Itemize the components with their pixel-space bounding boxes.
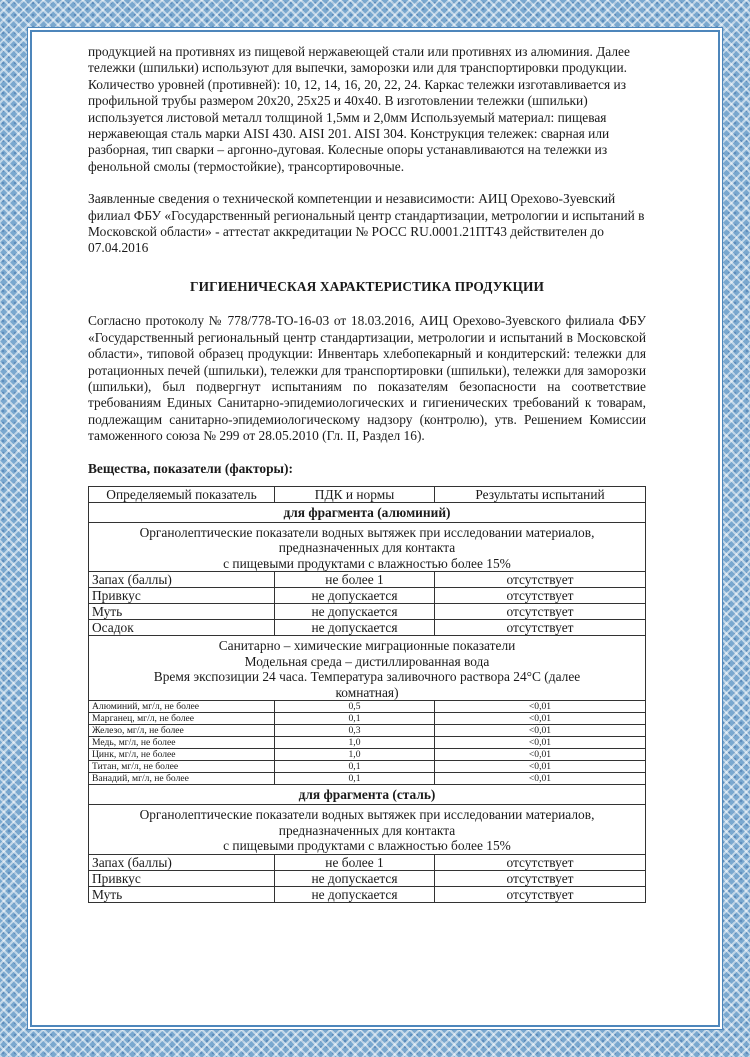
block-line: с пищевыми продуктами с влажностью более 15% <box>223 555 511 571</box>
section-steel: для фрагмента (сталь) <box>89 785 646 805</box>
row-name: Запах (баллы) <box>89 854 275 870</box>
row-norm: 1,0 <box>275 737 435 749</box>
table-row <box>89 749 646 761</box>
block-line: Санитарно – химические миграционные показатели <box>218 638 516 654</box>
row-name: Муть <box>89 604 275 620</box>
row-result: отсутствует <box>435 870 646 886</box>
table-header-row <box>89 486 646 502</box>
row-result: отсутствует <box>435 854 646 870</box>
header-norm: ПДК и нормы <box>275 486 435 502</box>
section-aluminum: для фрагмента (алюминий) <box>89 502 646 522</box>
organoleptic-block-steel <box>89 805 646 855</box>
block-line: предназначенных для контакта <box>278 822 456 838</box>
row-result: <0,01 <box>435 773 646 785</box>
test-results-table <box>88 486 646 903</box>
row-name: Запах (баллы) <box>89 572 275 588</box>
row-norm: 0,1 <box>275 713 435 725</box>
row-name: Железо, мг/л, не более <box>89 725 275 737</box>
intro-paragraph: продукцией на противнях из пищевой нержавеющей стали или противнях из алюминия. Далее тележки (шпильки) используют для выпечки, заморозки или для транспортировки продукции. Количество уровней (противней): 10, 12, 14, 16, 20, 22, 24. Каркас тележки изготавливается из профильной трубы размером 20х20, 25х25 и 40х40. В изготовлении тележки (шпильки) используется листовой металл толщиной 1,5мм и 2,0мм Используемый материал: пищевая нержавеющая сталь марки AISI 430. AISI 201. AISI 304. Конструкция тележек: сварная или разборная, тип сварки – аргонно-дуговая. Колесные опоры устанавливаются на тележки из фенольной смолы (термостойкие), трансортировочные. <box>88 44 630 174</box>
row-result: отсутствует <box>435 620 646 636</box>
row-name: Привкус <box>89 588 275 604</box>
block-line: с пищевыми продуктами с влажностью более 15% <box>223 838 511 854</box>
block-line: предназначенных для контакта <box>278 540 456 556</box>
row-name: Титан, мг/л, не более <box>89 761 275 773</box>
section-heading: ГИГИЕНИЧЕСКАЯ ХАРАКТЕРИСТИКА ПРОДУКЦИИ <box>189 278 545 294</box>
row-norm: 0,1 <box>275 773 435 785</box>
document-body <box>88 44 646 903</box>
row-norm: не допускается <box>275 604 435 620</box>
table-row <box>89 620 646 636</box>
row-norm: 1,0 <box>275 749 435 761</box>
table-row <box>89 604 646 620</box>
row-result: отсутствует <box>435 886 646 902</box>
organoleptic-block-aluminum <box>89 522 646 572</box>
row-norm: не более 1 <box>275 854 435 870</box>
row-name: Ванадий, мг/л, не более <box>89 773 275 785</box>
row-name: Привкус <box>89 870 275 886</box>
block-line: Органолептические показатели водных вытяжек при исследовании материалов, <box>139 524 595 540</box>
row-result: <0,01 <box>435 749 646 761</box>
row-norm: не допускается <box>275 588 435 604</box>
row-name: Марганец, мг/л, не более <box>89 713 275 725</box>
table-row <box>89 572 646 588</box>
hygiene-paragraph: Согласно протоколу № 778/778-ТО-16-03 от 18.03.2016, АИЦ Орехово-Зуевского филиала ФБУ «Государственный региональный центр стандартизации, метрологии и испытаний в Московской области», типовой образец продукции: Инвентарь хлебопекарный и кондитерский: тележки для ротационных печей (шпильки), тележки для транспортировки (шпильки), тележки для заморозки (шпильки), был подвергнут испытаниям по показателям безопасности на соответствие требованиям Единых Санитарно-эпидемиологических и гигиенических требований к товарам, подлежащим санитарно-эпидемиологическому надзору (контролю), утв. Решением Комиссии таможенного союза № 299 от 28.05.2010 (Гл. II, Раздел 16). <box>88 313 646 444</box>
table-row <box>89 737 646 749</box>
table-row <box>89 870 646 886</box>
row-name: Муть <box>89 886 275 902</box>
row-result: <0,01 <box>435 713 646 725</box>
block-line: Модельная среда – дистиллированная вода <box>244 653 490 669</box>
row-result: <0,01 <box>435 725 646 737</box>
row-result: <0,01 <box>435 737 646 749</box>
table-row <box>89 886 646 902</box>
row-norm: не допускается <box>275 886 435 902</box>
row-result: отсутствует <box>435 572 646 588</box>
declaration-paragraph: Заявленные сведения о технической компетенции и независимости: АИЦ Орехово-Зуевский филиал ФБУ «Государственный региональный центр стандартизации, метрологии и испытаний в Московской области» - аттестат аккредитации № РОСС RU.0001.21ПТ43 действителен до 07.04.2016 <box>88 191 645 256</box>
row-norm: не более 1 <box>275 572 435 588</box>
block-line: Время экспозиции 24 часа. Температура заливочного раствора 24°С (далее <box>153 669 581 685</box>
row-name: Осадок <box>89 620 275 636</box>
row-result: отсутствует <box>435 604 646 620</box>
table-row <box>89 713 646 725</box>
header-result: Результаты испытаний <box>435 486 646 502</box>
block-line: комнатная) <box>335 684 399 700</box>
row-result: отсутствует <box>435 588 646 604</box>
row-name: Цинк, мг/л, не более <box>89 749 275 761</box>
table-row <box>89 854 646 870</box>
header-indicator: Определяемый показатель <box>89 486 275 502</box>
row-norm: не допускается <box>275 870 435 886</box>
table-row <box>89 588 646 604</box>
table-row <box>89 773 646 785</box>
row-name: Алюминий, мг/л, не более <box>89 701 275 713</box>
row-result: <0,01 <box>435 701 646 713</box>
migration-block <box>89 636 646 701</box>
substances-subheading: Вещества, показатели (факторы): <box>88 460 293 476</box>
table-row <box>89 725 646 737</box>
row-norm: не допускается <box>275 620 435 636</box>
row-name: Медь, мг/л, не более <box>89 737 275 749</box>
table-row <box>89 761 646 773</box>
table-row <box>89 701 646 713</box>
block-line: Органолептические показатели водных вытяжек при исследовании материалов, <box>139 807 595 823</box>
row-norm: 0,5 <box>275 701 435 713</box>
row-result: <0,01 <box>435 761 646 773</box>
row-norm: 0,3 <box>275 725 435 737</box>
row-norm: 0,1 <box>275 761 435 773</box>
